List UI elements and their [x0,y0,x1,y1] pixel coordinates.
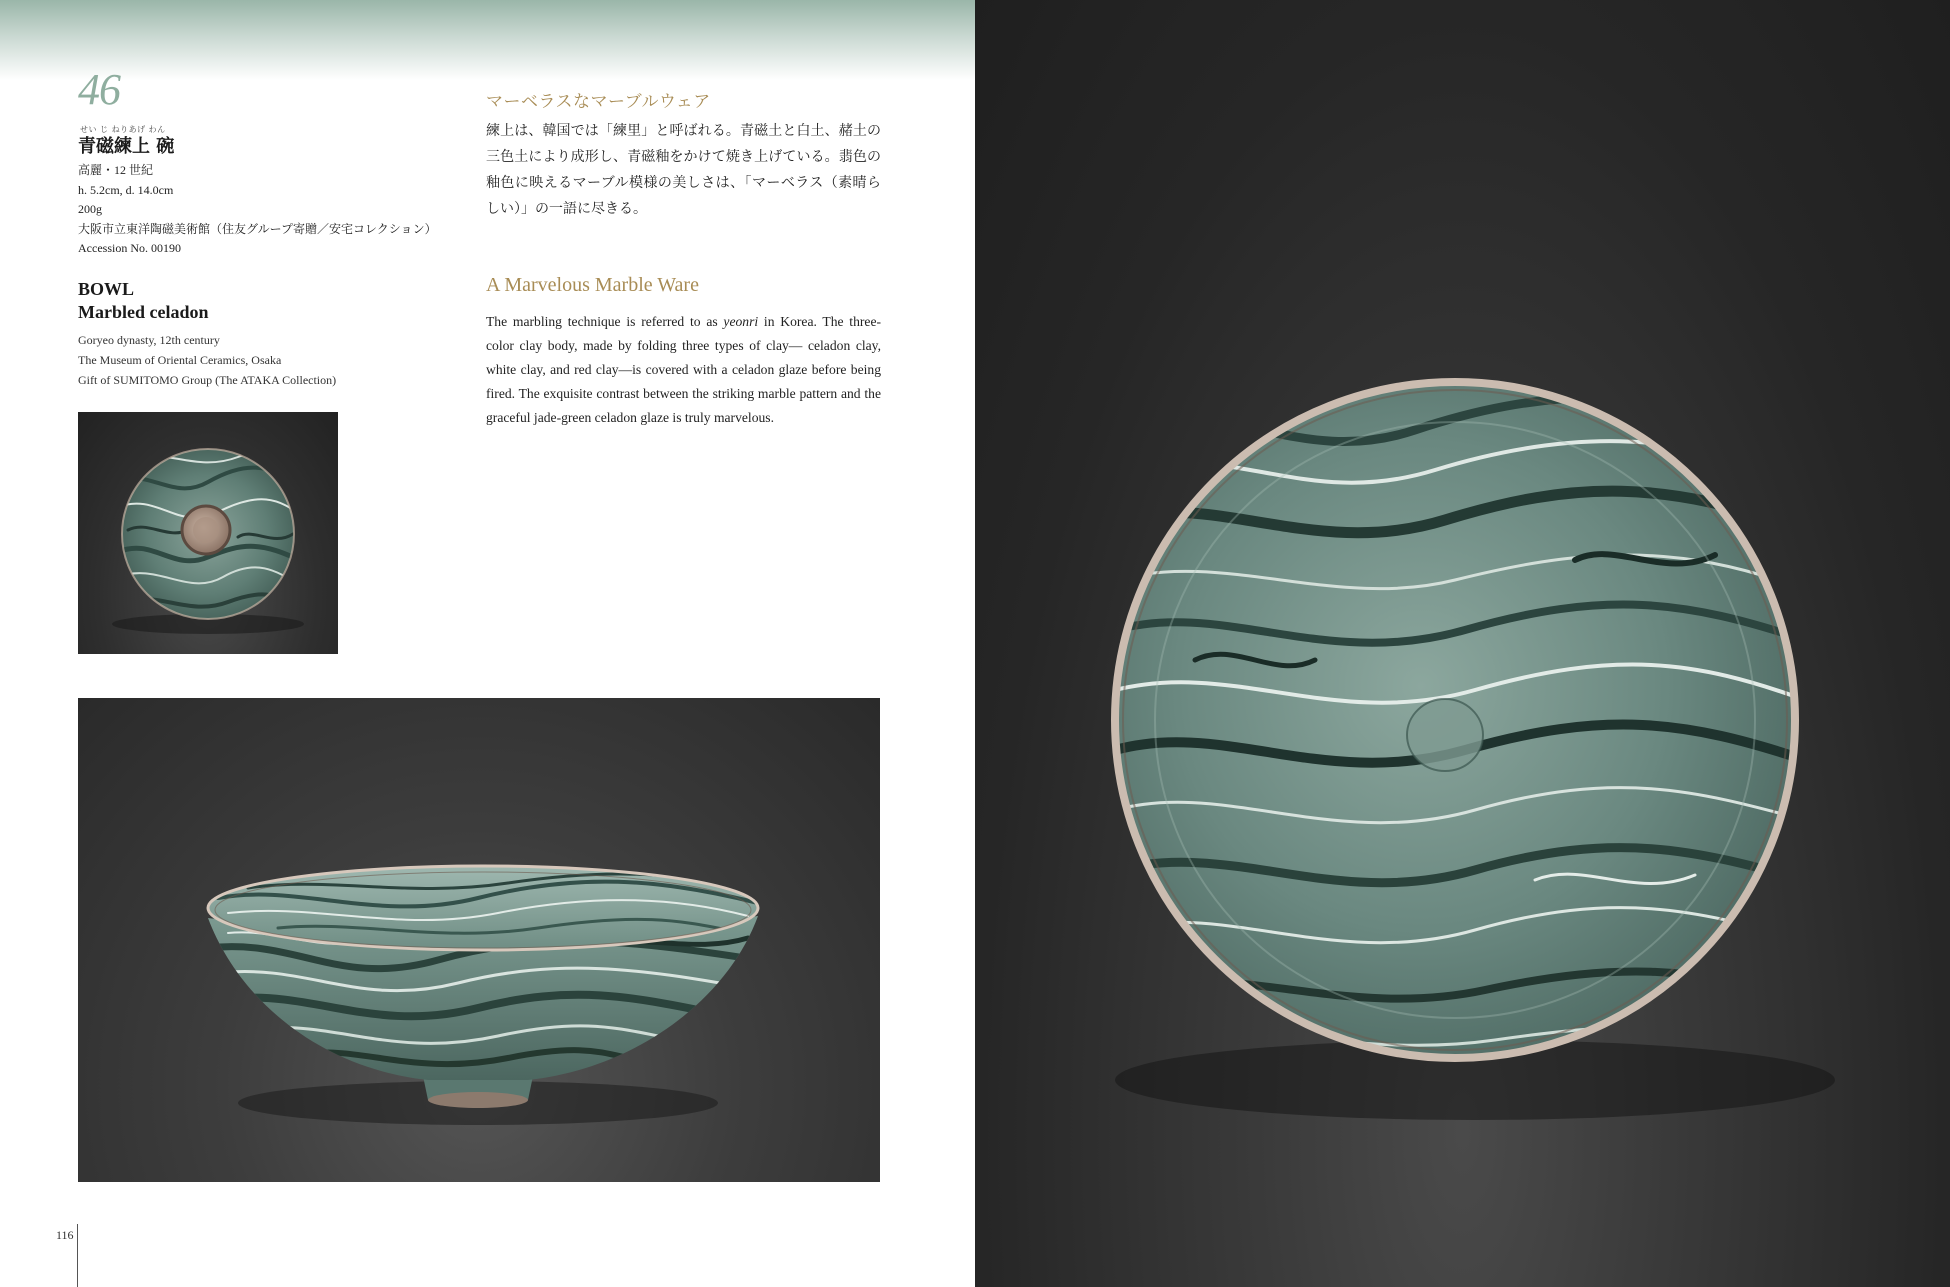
essay-body-en-italic-term: yeonri [723,314,759,329]
bowl-bottom-illustration [78,412,338,654]
essay-body-en [486,310,881,430]
title-ruby: せい じ ねりあげ わん [80,125,166,134]
bowl-side-photo [78,698,880,1182]
english-title [78,278,209,324]
essay-heading-en: A Marvelous Marble Ware [486,274,699,296]
bowl-bottom-photo [78,412,338,654]
weight: 200g [78,202,102,217]
period-en: Goryeo dynasty, 12th century [78,333,220,347]
page-number-rule [77,1224,78,1287]
gift-en: Gift of SUMITOMO Group (The ATAKA Collection) [78,373,337,387]
english-title-line1: BOWL [78,279,135,299]
right-page-photo [975,0,1950,1287]
header-gradient-band [0,0,975,80]
period-jp: 高麗・12 世紀 [78,163,154,177]
essay-heading-jp: マーベラスなマーブルウェア [486,92,711,112]
catalog-number: 46 [78,65,120,114]
bowl-interior-illustration [975,0,1950,1287]
english-title-line2: Marbled celadon [78,302,209,322]
collection-jp: 大阪市立東洋陶磁美術館（住友グループ寄贈／安宅コレクション） [78,221,437,236]
essay-body-en-part1: The marbling technique is referred to as [486,314,724,329]
japanese-metadata [78,161,437,259]
japanese-title: 青磁練上 碗 [78,136,175,157]
accession-number: Accession No. 00190 [78,241,181,256]
museum-en: The Museum of Oriental Ceramics, Osaka [78,353,282,367]
essay-body-jp: 練上は、韓国では「練里」と呼ばれる。青磁土と白土、赭土の三色土により成形し、青磁釉をかけて焼き上げている。翡色の釉色に映えるマーブル模様の美しさは、「マーベラス（素晴らしい）」の一語に尽きる。 [486,123,881,217]
dimensions: h. 5.2cm, d. 14.0cm [78,182,174,197]
bowl-side-illustration [78,698,880,1182]
english-metadata [78,330,336,390]
page-number: 116 [56,1228,74,1242]
essay-body-en-part2: in Korea. The three-color clay body, made by folding three types of clay— celadon clay, white clay, and red clay—is covered with a celadon glaze before being fired. The exquisite contrast between the striking marble pattern and the graceful jade-green celadon glaze is truly marvelous. [486,314,882,425]
